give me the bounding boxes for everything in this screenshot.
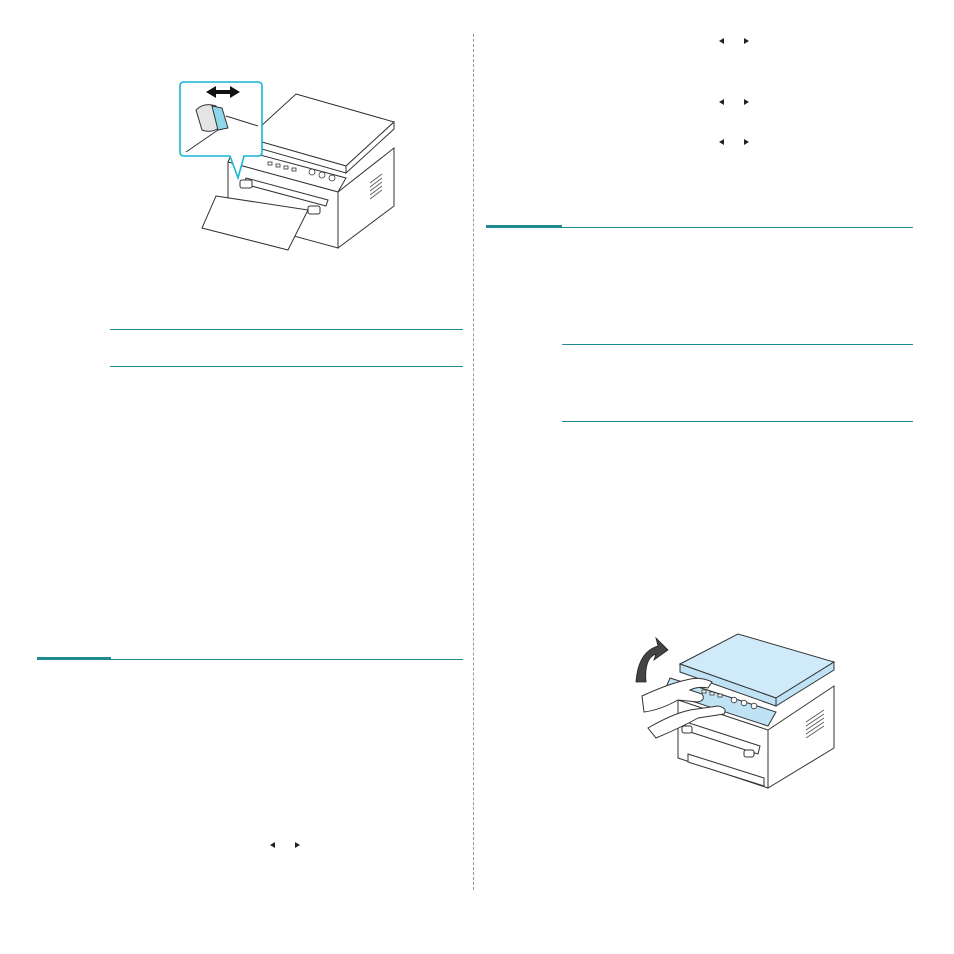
column-divider [473, 34, 474, 890]
scroll-right-icon [744, 38, 749, 44]
nav-arrows [719, 99, 751, 109]
scroll-left-icon [270, 842, 275, 848]
note-top-rule [110, 329, 463, 330]
scroll-left-icon [719, 99, 724, 105]
nav-arrows [719, 139, 751, 149]
scroll-right-icon [744, 139, 749, 145]
note-top-rule [562, 344, 913, 345]
scroll-left-icon [719, 38, 724, 44]
nav-arrows [270, 842, 302, 852]
nav-arrows [719, 38, 751, 48]
note-bottom-rule [110, 366, 463, 367]
printer-paper-guide-illustration [176, 78, 406, 258]
section-accent-bar [37, 657, 111, 660]
section-accent-bar [486, 225, 562, 228]
scroll-right-icon [295, 842, 300, 848]
note-bottom-rule [562, 421, 913, 422]
printer-scanner-lid-illustration [628, 630, 838, 792]
scroll-left-icon [719, 139, 724, 145]
scroll-right-icon [744, 99, 749, 105]
